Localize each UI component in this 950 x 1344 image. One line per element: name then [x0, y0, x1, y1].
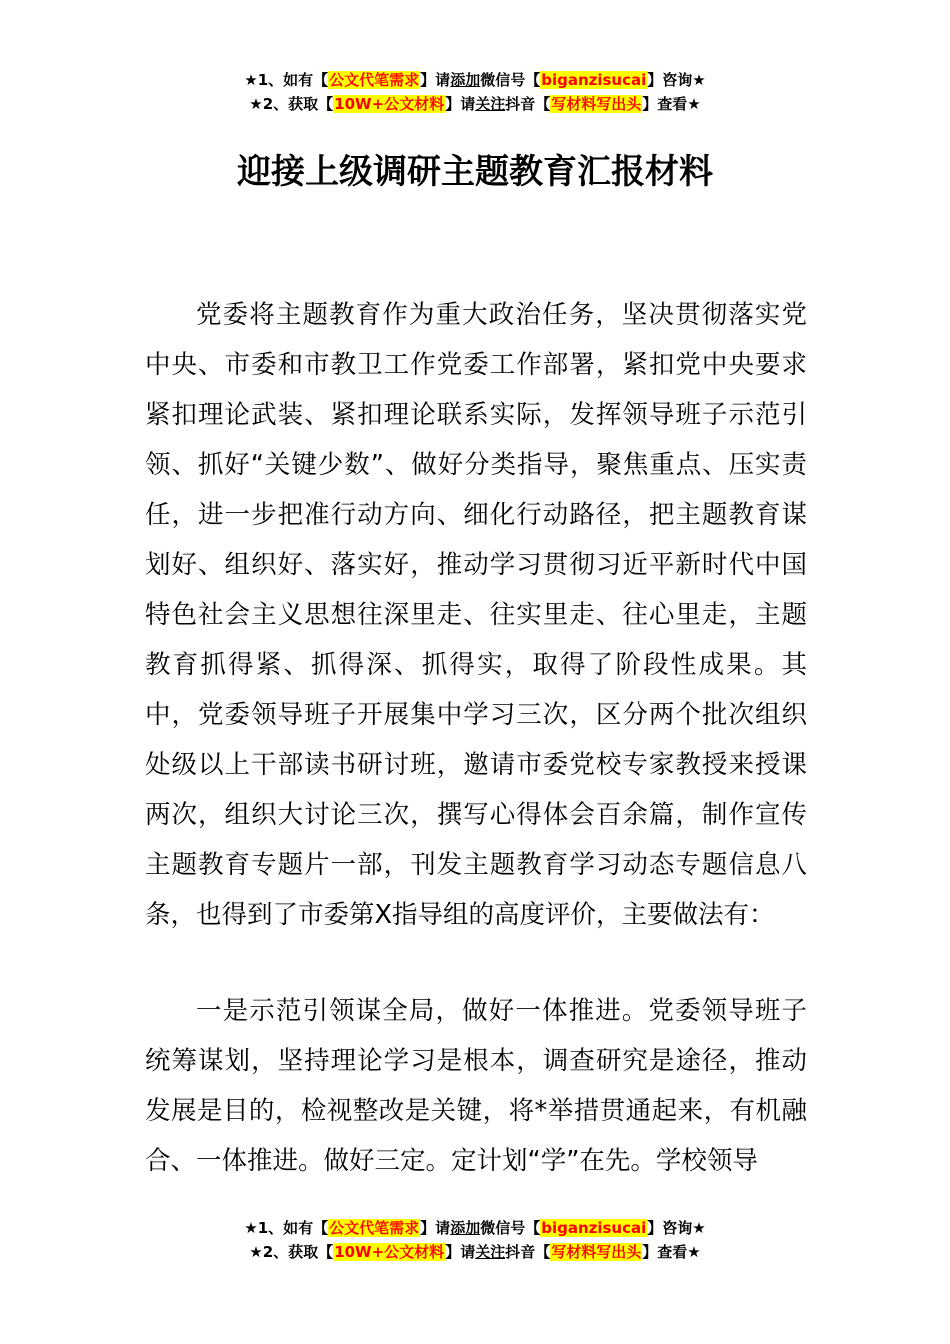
promo-underline: 关注 — [475, 1243, 506, 1261]
promo-highlight: 写材料写出头 — [551, 1243, 642, 1261]
promo-text: 微信号【 — [480, 1219, 541, 1237]
promo-underline: 添加 — [450, 71, 481, 89]
promo-text: 微信号【 — [480, 71, 541, 89]
promo-text: ★2、获取【 — [249, 1243, 334, 1261]
promo-text: 】咨询★ — [647, 71, 706, 89]
promo-text: 】咨询★ — [647, 1219, 706, 1237]
promo-line-2 — [0, 1240, 950, 1264]
promo-highlight: 公文代笔需求 — [329, 1219, 420, 1237]
promo-text: 】请 — [445, 95, 476, 113]
promo-text: 抖音【 — [505, 95, 551, 113]
promo-text: ★1、如有【 — [244, 71, 329, 89]
promo-underline: 添加 — [450, 1219, 481, 1237]
promo-line-2 — [0, 92, 950, 116]
promo-line-1 — [0, 1216, 950, 1240]
document-title: 迎接上级调研主题教育汇报材料 — [237, 152, 713, 192]
promo-text: 】查看★ — [642, 95, 701, 113]
promo-text: ★2、获取【 — [249, 95, 334, 113]
body-paragraph-2: 一是示范引领谋全局，做好一体推进。党委领导班子统筹谋划，坚持理论学习是根本，调查研究是途径，推动发展是目的，检视整改是关键，将*举措贯通起来，有机融合、一体推进。做好三定。定计划“学”在先。学校领导 — [145, 996, 807, 1176]
promo-highlight: 公文代笔需求 — [329, 71, 420, 89]
promo-text: 】查看★ — [642, 1243, 701, 1261]
promo-highlight: biganzisucai — [541, 71, 647, 89]
promo-text: ★1、如有【 — [244, 1219, 329, 1237]
promo-text: 】请 — [420, 71, 451, 89]
promo-text: 】请 — [445, 1243, 476, 1261]
body-paragraph-1: 党委将主题教育作为重大政治任务，坚决贯彻落实党中央、市委和市教卫工作党委工作部署，紧扣党中央要求紧扣理论武装、紧扣理论联系实际，发挥领导班子示范引领、抓好“关键少数”、做好分类指导，聚焦重点、压实责任，进一步把准行动方向、细化行动路径，把主题教育谋划好、组织好、落实好，推动学习贯彻习近平新时代中国特色社会主义思想往深里走、往实里走、往心里走，主题教育抓得紧、抓得深、抓得实，取得了阶段性成果。其中，党委领导班子开展集中学习三次，区分两个批次组织处级以上干部读书研讨班，邀请市委党校专家教授来授课两次，组织大讨论三次，撰写心得体会百余篇，制作宣传主题教育专题片一部，刊发主题教育学习动态专题信息八条，也得到了市委第X指导组的高度评价，主要做法有： — [145, 300, 807, 930]
promo-highlight: 10W+公文材料 — [334, 1243, 445, 1261]
promo-highlight: 10W+公文材料 — [334, 95, 445, 113]
promo-line-1 — [0, 68, 950, 92]
promo-banner-top — [0, 68, 950, 116]
promo-banner-bottom — [0, 1216, 950, 1264]
promo-highlight: biganzisucai — [541, 1219, 647, 1237]
promo-text: 】请 — [420, 1219, 451, 1237]
promo-highlight: 写材料写出头 — [551, 95, 642, 113]
promo-underline: 关注 — [475, 95, 506, 113]
promo-text: 抖音【 — [505, 1243, 551, 1261]
